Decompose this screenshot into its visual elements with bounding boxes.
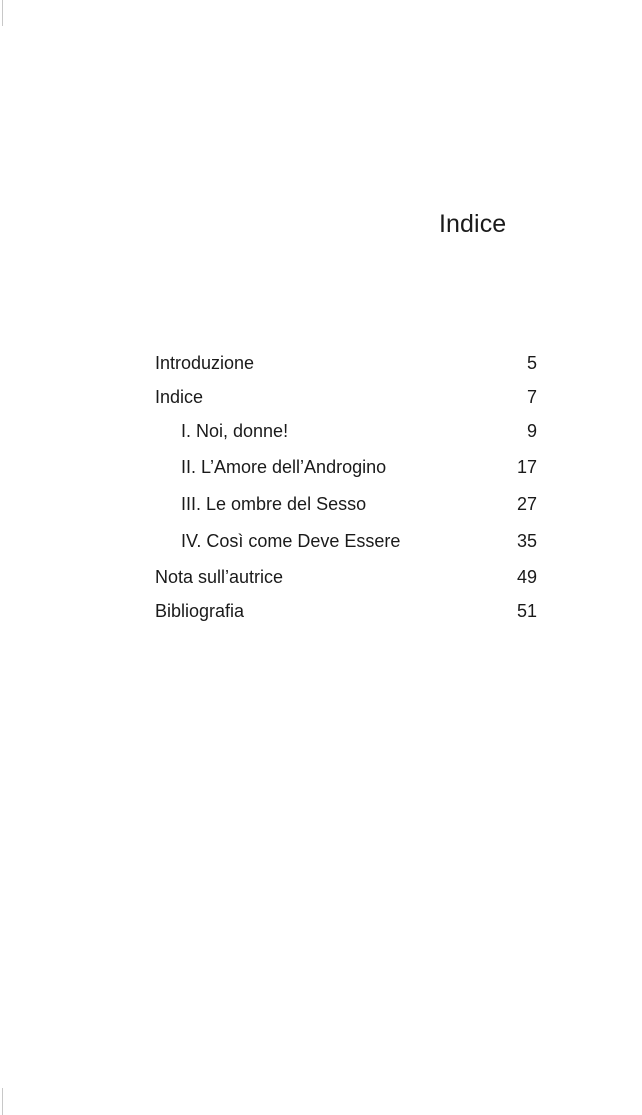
toc-entry-bibliografia[interactable] xyxy=(155,598,537,624)
toc-entry-label: II. L’Amore dell’Androgino xyxy=(181,457,387,477)
toc-entry-page: 49 xyxy=(516,567,537,587)
toc-entry-page: 35 xyxy=(516,531,537,551)
crop-mark-top xyxy=(2,0,3,26)
toc-entry-page: 7 xyxy=(526,387,537,407)
toc-entry-label: Bibliografia xyxy=(155,601,245,621)
toc-entry-indice[interactable] xyxy=(155,384,537,410)
toc-entry-chapter-1[interactable] xyxy=(155,418,537,444)
toc-entry-label: IV. Così come Deve Essere xyxy=(181,531,401,551)
toc-entry-chapter-4[interactable] xyxy=(155,528,537,554)
toc-entry-page: 9 xyxy=(526,421,537,441)
toc-entry-label: Nota sull’autrice xyxy=(155,567,284,587)
toc-entry-page: 5 xyxy=(526,353,537,373)
toc-entry-nota-autrice[interactable] xyxy=(155,564,537,590)
toc-entry-page: 51 xyxy=(516,601,537,621)
toc-entry-label: I. Noi, donne! xyxy=(181,421,289,441)
toc-entry-label: III. Le ombre del Sesso xyxy=(181,494,367,514)
toc-entry-label: Indice xyxy=(155,387,204,407)
toc-entry-chapter-3[interactable] xyxy=(155,491,537,517)
toc-entry-chapter-2[interactable] xyxy=(155,454,537,480)
toc-entry-introduzione[interactable] xyxy=(155,350,537,376)
page-title: Indice xyxy=(439,210,507,238)
crop-mark-bottom xyxy=(2,1088,3,1115)
toc-entry-page: 17 xyxy=(516,457,537,477)
toc-entry-label: Introduzione xyxy=(155,353,255,373)
toc-entry-page: 27 xyxy=(516,494,537,514)
